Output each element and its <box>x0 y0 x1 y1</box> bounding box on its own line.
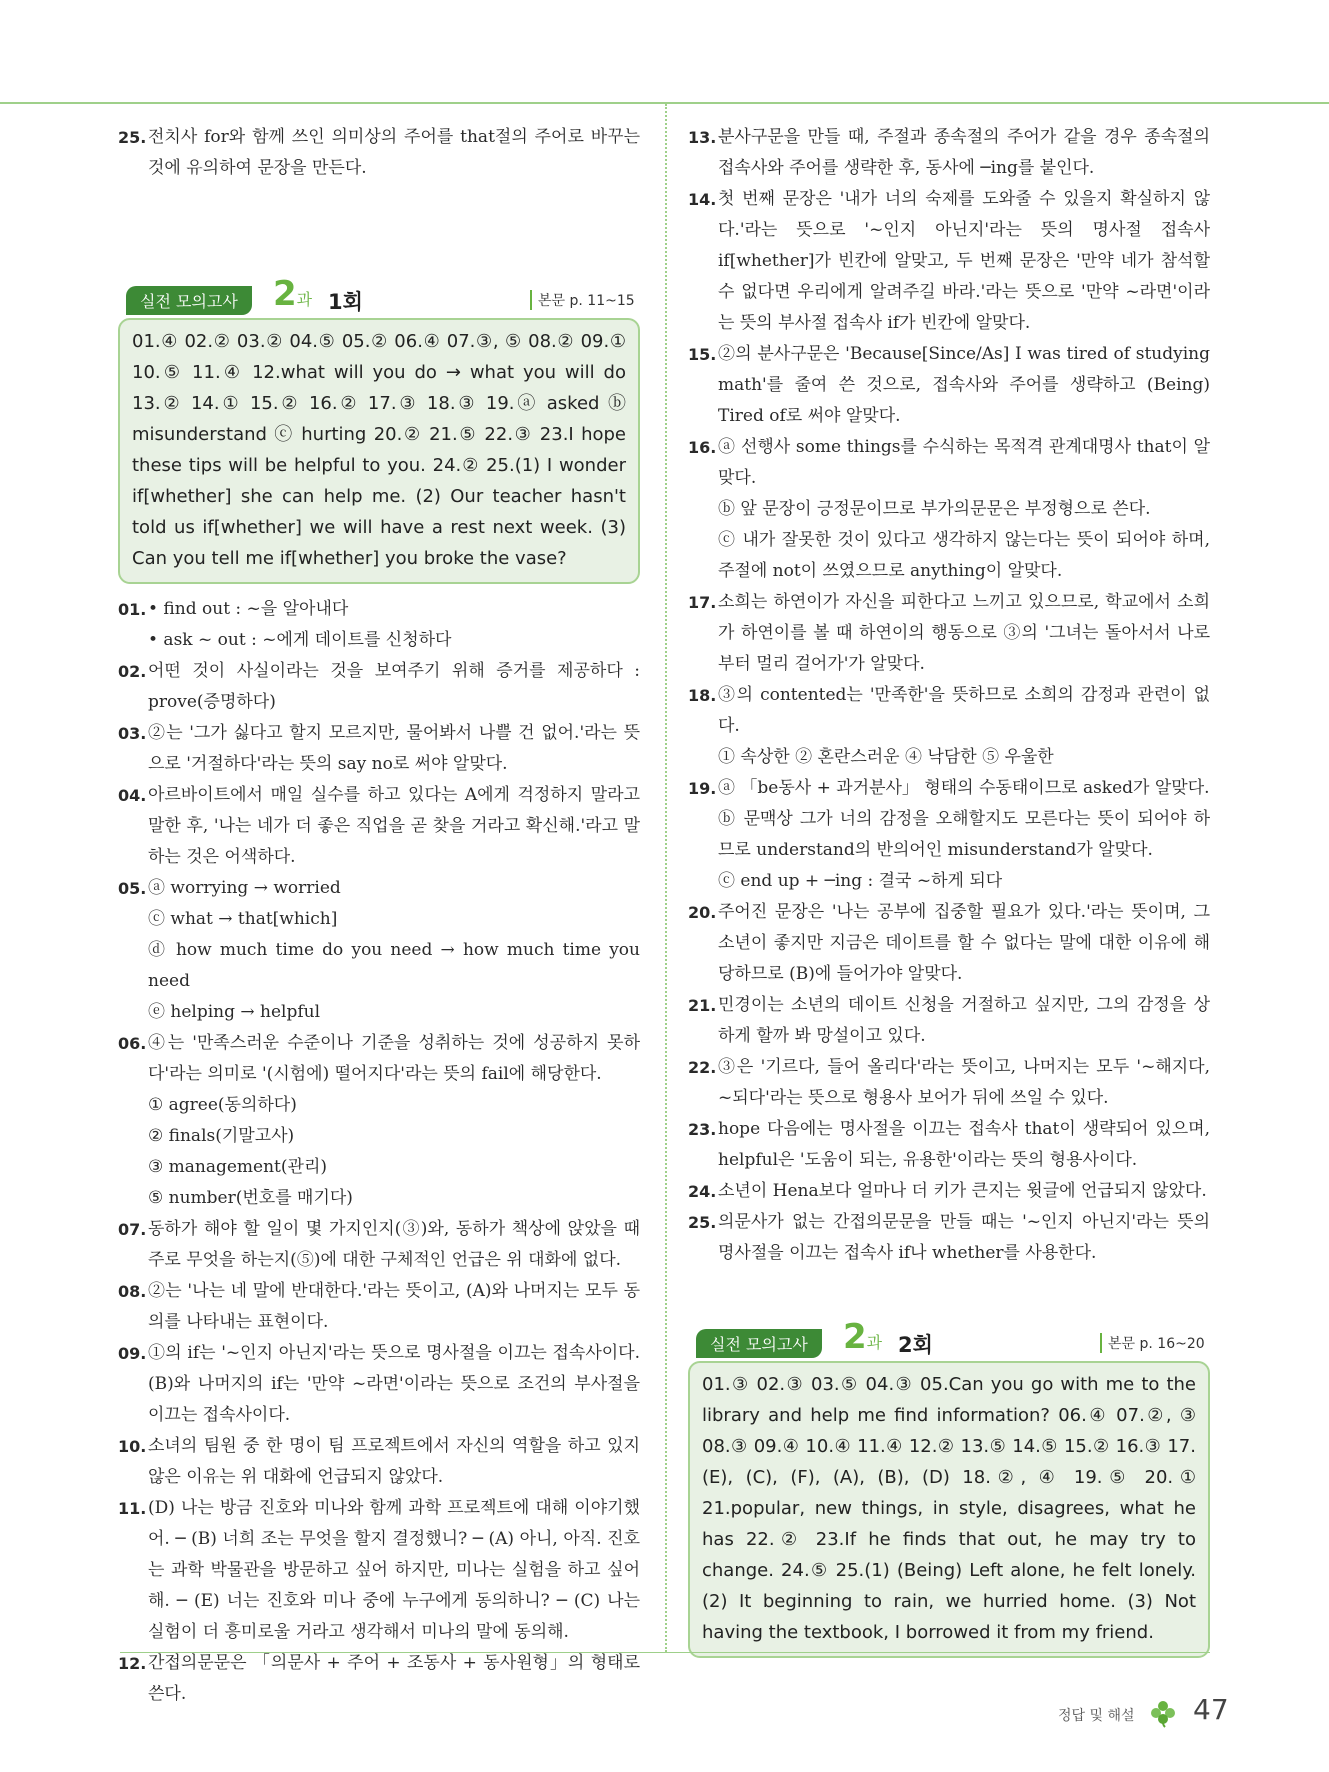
answer-box: 01.④ 02.② 03.② 04.⑤ 05.② 06.④ 07.③, ⑤ 08.② 09.① 10.⑤ 11.④ 12.what will you do → what you will do 13.② 14.① 15.② 16.② 17.③ 18.③ 19.ⓐ asked ⓑ misunderstand ⓒ hurting 20.② 21.⑤ 22.③ 23.I hope these tips will be helpful to you. 24.② 25.(1) I wonder if[whether] she can help me. (2) Our teacher hasn't told us if[whether] we will have a rest next week. (3) Can you tell me if[whether] you broke the vase? <box>118 318 640 584</box>
item-text: ②의 분사구문은 'Because[Since/As] I was tired of studying math'를 줄여 쓴 것으로, 접속사와 주어를 생략하고 (Being) Tired of로 써야 알맞다. <box>718 344 1210 426</box>
item-number: 15. <box>688 345 717 364</box>
explanation-item <box>118 1028 640 1214</box>
explanation-item <box>688 680 1210 773</box>
item-text: ① agree(동의하다) <box>148 1095 297 1115</box>
explanation-item <box>118 1648 640 1710</box>
item-number: 21. <box>688 996 717 1015</box>
item-number: 09. <box>118 1344 147 1363</box>
explanation-item <box>118 718 640 780</box>
section-tag: 실전 모의고사 <box>126 286 252 315</box>
item-number: 19. <box>688 779 717 798</box>
item-text: ⓒ 내가 잘못한 것이 있다고 생각하지 않는다는 뜻이 되어야 하며, 주절에 not이 쓰였으므로 anything이 알맞다. <box>718 530 1210 581</box>
left-column <box>118 122 640 1710</box>
column-divider <box>665 104 667 1652</box>
item-number: 22. <box>688 1058 717 1077</box>
explanation-item <box>688 1207 1210 1269</box>
item-text: ① 속상한 ② 혼란스러운 ④ 낙담한 ⑤ 우울한 <box>718 747 1054 767</box>
item-text: 소희는 하연이가 자신을 피한다고 느끼고 있으므로, 학교에서 소희가 하연이를 볼 때 하연이의 행동으로 ③의 '그녀는 돌아서서 나로부터 멀리 걸어가'가 알맞다. <box>718 592 1210 674</box>
explanation-item <box>118 1493 640 1648</box>
explanation-item <box>118 1214 640 1276</box>
explanation-item <box>688 122 1210 184</box>
explanation-item <box>118 780 640 873</box>
round-label: 2회 <box>898 1333 933 1357</box>
item-text: 간접의문문은 「의문사 + 주어 + 조동사 + 동사원형」의 형태로 쓴다. <box>148 1653 640 1704</box>
explanation-item <box>688 587 1210 680</box>
explanation-item <box>688 897 1210 990</box>
footer-label: 정답 및 해설 <box>1058 1708 1135 1724</box>
item-text: ①의 if는 '~인지 아닌지'라는 뜻으로 명사절을 이끄는 접속사이다. (B)와 나머지의 if는 '만약 ~라면'이라는 뜻으로 조건의 부사절을 이끄는 접속사이다. <box>148 1343 640 1425</box>
item-text: • ask ~ out : ~에게 데이트를 신청하다 <box>148 630 452 650</box>
explanation-list <box>688 122 1210 1269</box>
page-reference: 본문 p. 16~20 <box>1100 1333 1205 1353</box>
explanation-item <box>688 1176 1210 1207</box>
item-text: ③은 '기르다, 들어 올리다'라는 뜻이고, 나머지는 모두 '~해지다, ~되다'라는 뜻으로 형용사 보어가 뒤에 쓰일 수 있다. <box>718 1057 1210 1108</box>
item-text: ⓑ 앞 문장이 긍정문이므로 부가의문문은 부정형으로 쓴다. <box>718 499 1151 519</box>
item-text: ③ management(관리) <box>148 1157 327 1177</box>
item-text: ② finals(기말고사) <box>148 1126 295 1146</box>
item-number: 17. <box>688 593 717 612</box>
clover-icon <box>1150 1700 1176 1728</box>
item-number: 25. <box>688 1213 717 1232</box>
lesson-number: 2과 <box>843 1317 883 1357</box>
item-text: ⓑ 문맥상 그가 너의 감정을 오해할지도 모른다는 뜻이 되어야 하므로 understand의 반의어인 misunderstand가 알맞다. <box>718 809 1210 860</box>
item-text: 아르바이트에서 매일 실수를 하고 있다는 A에게 걱정하지 말라고 말한 후, '나는 네가 더 좋은 직업을 곧 찾을 거라고 확신해.'라고 말하는 것은 어색하다. <box>148 785 640 867</box>
explanation-item <box>118 1431 640 1493</box>
explanation-item <box>118 1338 640 1431</box>
item-text: ③의 contented는 '만족한'을 뜻하므로 소희의 감정과 관련이 없다. <box>718 685 1210 736</box>
item-number: 12. <box>118 1654 147 1673</box>
explanation-item <box>688 773 1210 897</box>
section-tag: 실전 모의고사 <box>696 1329 822 1358</box>
item-text: • find out : ~을 알아내다 <box>148 599 349 619</box>
item-text: hope 다음에는 명사절을 이끄는 접속사 that이 생략되어 있으며, helpful은 '도움이 되는, 유용한'이라는 뜻의 형용사이다. <box>718 1119 1210 1170</box>
item-text: ⓐ worrying → worried <box>148 878 341 898</box>
item-text: ②는 '그가 싫다고 할지 모르지만, 물어봐서 나쁠 건 없어.'라는 뜻으로 '거절하다'라는 뜻의 say no로 써야 알맞다. <box>148 723 640 774</box>
item-number: 08. <box>118 1282 147 1301</box>
explanation-item <box>118 873 640 1028</box>
explanation-item <box>688 184 1210 339</box>
item-text: 전치사 for와 함께 쓰인 의미상의 주어를 that절의 주어로 바꾸는 것에 유의하여 문장을 만든다. <box>148 127 640 178</box>
item-text: 민경이는 소년의 데이트 신청을 거절하고 싶지만, 그의 감정을 상하게 할까 봐 망설이고 있다. <box>718 995 1210 1046</box>
section-header <box>118 274 640 316</box>
item-number: 01. <box>118 600 147 619</box>
item-number: 05. <box>118 879 147 898</box>
section-header <box>688 1317 1210 1359</box>
explanation-item <box>118 594 640 656</box>
explanation-item <box>688 339 1210 432</box>
bottom-rule <box>120 1652 1210 1653</box>
explanation-item <box>118 656 640 718</box>
item-number: 14. <box>688 190 717 209</box>
item-text: ⑤ number(번호를 매기다) <box>148 1188 353 1208</box>
item-number: 23. <box>688 1120 717 1139</box>
explanation-item <box>688 990 1210 1052</box>
item-number: 07. <box>118 1220 147 1239</box>
item-text: 첫 번째 문장은 '내가 너의 숙제를 도와줄 수 있을지 확실하지 않다.'라는 뜻으로 '~인지 아닌지'라는 뜻의 명사절 접속사 if[whether]가 빈칸에 알맞고, 두 번째 문장은 '만약 네가 참석할 수 없다면 우리에게 알려주길 바라.'라는 뜻으로 '만약 ~라면'이라는 뜻의 부사절 접속사 if가 빈칸에 알맞다. <box>718 189 1210 333</box>
round-label: 1회 <box>328 290 363 314</box>
explanation-item <box>118 122 640 184</box>
explanation-item <box>688 1114 1210 1176</box>
item-number: 02. <box>118 662 147 681</box>
answer-box: 01.③ 02.③ 03.⑤ 04.③ 05.Can you go with me to the library and help me find information? 06.④ 07.②, ③ 08.③ 09.④ 10.④ 11.④ 12.② 13.⑤ 14.⑤ 15.② 16.③ 17.(E), (C), (F), (A), (B), (D) 18.②, ④ 19.⑤ 20.① 21.popular, new things, in style, disagrees, what he has 22.② 23.If he finds that out, he may try to change. 24.⑤ 25.(1) (Being) Left alone, he felt lonely. (2) It beginning to rain, we hurried home. (3) Not having the textbook, I borrowed it from my friend. <box>688 1361 1210 1658</box>
page-number: 47 <box>1193 1693 1229 1726</box>
lesson-number: 2과 <box>273 274 313 314</box>
item-text: ④는 '만족스러운 수준이나 기준을 성취하는 것에 성공하지 못하다'라는 의미로 '(시험에) 떨어지다'라는 뜻의 fail에 해당한다. <box>148 1033 640 1084</box>
item-number: 24. <box>688 1182 717 1201</box>
item-text: ②는 '나는 네 말에 반대한다.'라는 뜻이고, (A)와 나머지는 모두 동의를 나타내는 표현이다. <box>148 1281 640 1332</box>
explanation-item <box>118 1276 640 1338</box>
item-text: 어떤 것이 사실이라는 것을 보여주기 위해 증거를 제공하다 : prove(증명하다) <box>148 661 640 712</box>
item-text: (D) 나는 방금 진호와 미나와 함께 과학 프로젝트에 대해 이야기했어. ─ (B) 너희 조는 무엇을 할지 결정했니? ─ (A) 아니, 아직. 진호는 과학 박물관을 방문하고 싶어 하지만, 미나는 실험을 하고 싶어 해. ─ (E) 너는 진호와 미나 중에 누구에게 동의하니? ─ (C) 나는 실험이 더 흥미로울 거라고 생각해서 미나의 말에 동의해. <box>148 1498 640 1642</box>
explanation-item <box>688 1052 1210 1114</box>
explanation-list <box>118 594 640 1710</box>
item-number: 20. <box>688 903 717 922</box>
item-text: 소년이 Hena보다 얼마나 더 키가 큰지는 윗글에 언급되지 않았다. <box>718 1181 1207 1201</box>
item-text: ⓓ how much time do you need → how much time you need <box>148 940 640 991</box>
item-number: 13. <box>688 128 717 147</box>
item-number: 06. <box>118 1034 147 1053</box>
item-text: 소녀의 팀원 중 한 명이 팀 프로젝트에서 자신의 역할을 하고 있지 않은 이유는 위 대화에 언급되지 않았다. <box>148 1436 640 1487</box>
item-number: 04. <box>118 786 147 805</box>
page-reference: 본문 p. 11~15 <box>530 290 635 310</box>
item-number: 25. <box>118 128 147 147</box>
item-text: ⓒ end up + ─ing : 결국 ~하게 되다 <box>718 871 1003 891</box>
item-text: ⓐ 「be동사 + 과거분사」 형태의 수동태이므로 asked가 알맞다. <box>718 778 1210 798</box>
item-text: ⓔ helping → helpful <box>148 1002 321 1022</box>
item-text: 의문사가 없는 간접의문문을 만들 때는 '~인지 아닌지'라는 뜻의 명사절을 이끄는 접속사 if나 whether를 사용한다. <box>718 1212 1210 1263</box>
item-text: ⓒ what → that[which] <box>148 909 338 929</box>
item-text: 동하가 해야 할 일이 몇 가지인지(③)와, 동하가 책상에 앉았을 때 주로 무엇을 하는지(⑤)에 대한 구체적인 언급은 위 대화에 없다. <box>148 1219 640 1270</box>
item-text: 주어진 문장은 '나는 공부에 집중할 필요가 있다.'라는 뜻이며, 그 소년이 좋지만 지금은 데이트를 할 수 없다는 말에 대한 이유에 해당하므로 (B)에 들어가야 알맞다. <box>718 902 1210 984</box>
item-text: 분사구문을 만들 때, 주절과 종속절의 주어가 같을 경우 종속절의 접속사와 주어를 생략한 후, 동사에 ─ing를 붙인다. <box>718 127 1210 178</box>
item-number: 03. <box>118 724 147 743</box>
item-number: 16. <box>688 438 717 457</box>
explanation-item <box>688 432 1210 587</box>
item-number: 11. <box>118 1499 147 1518</box>
right-column <box>688 122 1210 1668</box>
item-number: 18. <box>688 686 717 705</box>
item-number: 10. <box>118 1437 147 1456</box>
item-text: ⓐ 선행사 some things를 수식하는 목적격 관계대명사 that이 알맞다. <box>718 437 1210 488</box>
